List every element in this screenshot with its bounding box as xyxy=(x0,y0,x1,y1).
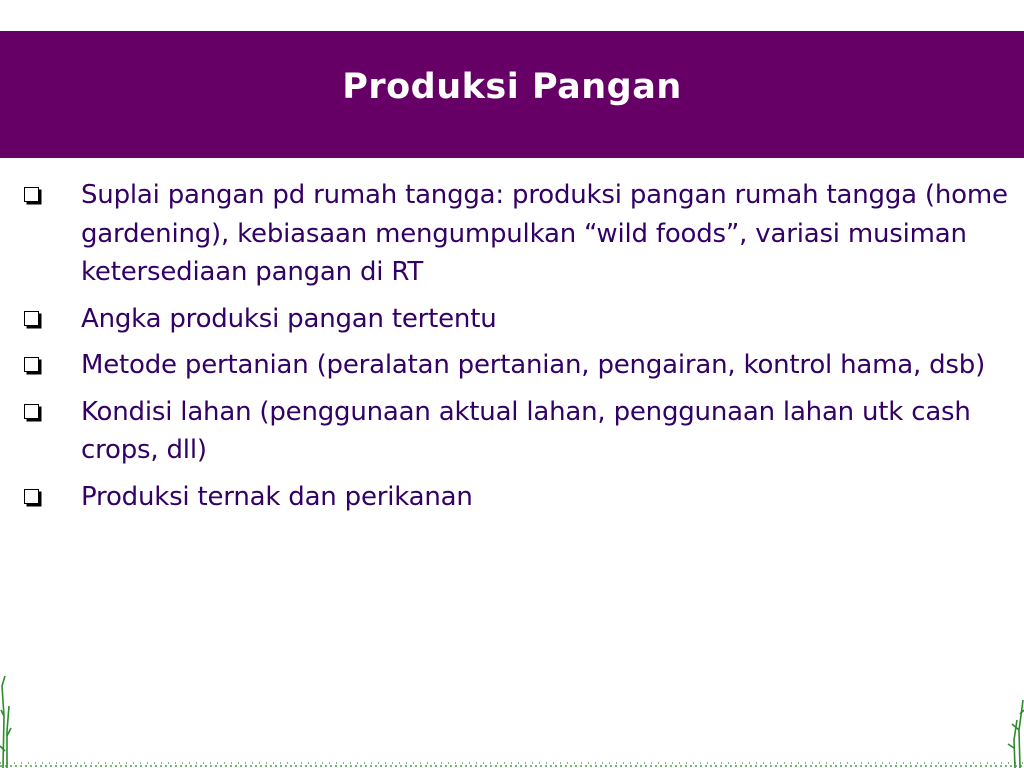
bullet-text: Kondisi lahan (penggunaan aktual lahan, penggunaan lahan utk cash crops, dll) xyxy=(81,396,971,465)
bullet-item xyxy=(20,478,1010,517)
grass-decoration-ground-icon xyxy=(0,758,1024,768)
title-bar xyxy=(0,31,1024,158)
square-bullet-icon xyxy=(24,357,39,372)
bullet-text: Metode pertanian (peralatan pertanian, pengairan, kontrol hama, dsb) xyxy=(81,350,986,380)
slide-title: Produksi Pangan xyxy=(342,66,682,107)
square-bullet-icon xyxy=(24,311,39,326)
bullet-item xyxy=(20,393,1010,470)
grass-decoration-left-icon xyxy=(0,676,14,768)
bullet-item xyxy=(20,176,1010,292)
bullet-item xyxy=(20,300,1010,339)
square-bullet-icon xyxy=(24,489,39,504)
bullet-text: Suplai pangan pd rumah tangga: produksi pangan rumah tangga (home gardening), kebiasaan mengumpulkan “wild foods”, variasi musiman ketersediaan pangan di RT xyxy=(81,180,1008,287)
bullet-list xyxy=(20,176,1010,524)
bullet-text: Angka produksi pangan tertentu xyxy=(81,303,497,334)
square-bullet-icon xyxy=(24,187,39,202)
square-bullet-icon xyxy=(24,404,39,419)
bullet-text: Produksi ternak dan perikanan xyxy=(81,481,473,512)
bullet-item xyxy=(20,346,1010,385)
